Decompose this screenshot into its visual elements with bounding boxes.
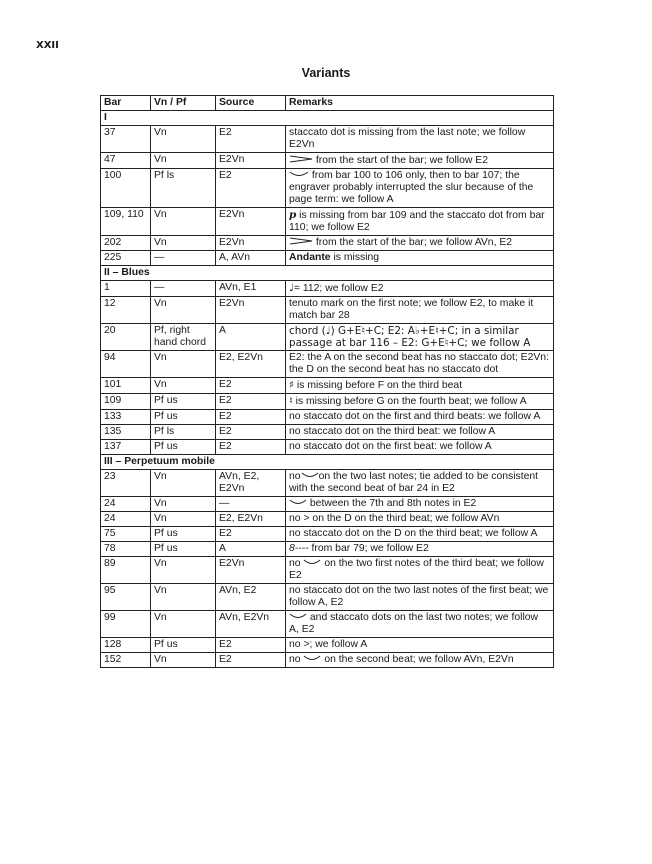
source-cell: — xyxy=(216,497,286,512)
accent-icon: > xyxy=(303,639,310,650)
remarks-cell xyxy=(286,169,554,208)
remarks-text: is missing before F on the third beat xyxy=(296,380,463,391)
tempo-term: Andante xyxy=(289,252,331,263)
page-number: XXII xyxy=(36,40,59,51)
remarks-text: is missing xyxy=(333,252,380,263)
remarks-cell xyxy=(286,324,554,351)
bar-cell: 101 xyxy=(101,378,151,394)
table-row xyxy=(101,251,554,266)
slur-icon xyxy=(289,612,307,623)
remarks-text: ; we follow A xyxy=(309,639,368,650)
table-row xyxy=(101,394,554,410)
table-row xyxy=(101,297,554,324)
bar-cell: 99 xyxy=(101,611,151,638)
bar-cell: 137 xyxy=(101,440,151,455)
ottava-mark: 8---- xyxy=(289,543,309,554)
remarks-text: on the two last notes; tie added to be consistent with the second beat of bar 24 in E2 xyxy=(289,471,539,494)
remarks-cell xyxy=(286,638,554,653)
table-row xyxy=(101,169,554,208)
remarks-cell xyxy=(286,497,554,512)
instrument-cell: Vn xyxy=(151,153,216,169)
table-row xyxy=(101,584,554,611)
section-row xyxy=(101,266,554,281)
instrument-cell: Pf us xyxy=(151,410,216,425)
table-row xyxy=(101,208,554,236)
remarks-cell xyxy=(286,440,554,455)
source-cell: AVn, E2 xyxy=(216,584,286,611)
header-instrument: Vn / Pf xyxy=(151,96,216,111)
remarks-prefix: no xyxy=(289,558,301,569)
remarks-text: between the 7th and 8th notes in E2 xyxy=(309,498,477,509)
remarks-cell xyxy=(286,611,554,638)
remarks-text: staccato dot is missing from the last note; we follow E2Vn xyxy=(289,127,526,150)
table-row xyxy=(101,351,554,378)
section-label: III – Perpetuum mobile xyxy=(101,455,554,470)
bar-cell: 94 xyxy=(101,351,151,378)
remarks-cell xyxy=(286,351,554,378)
crotchet-icon: ♩ xyxy=(289,282,294,294)
remarks-text: no staccato dot on the first and third beats: we follow A xyxy=(289,411,541,422)
instrument-cell: Vn xyxy=(151,236,216,251)
source-cell: E2 xyxy=(216,410,286,425)
bar-cell: 225 xyxy=(101,251,151,266)
bar-cell: 23 xyxy=(101,470,151,497)
remarks-cell xyxy=(286,281,554,297)
bar-cell: 109 xyxy=(101,394,151,410)
source-cell: E2 xyxy=(216,378,286,394)
instrument-cell: Pf us xyxy=(151,440,216,455)
bar-cell: 95 xyxy=(101,584,151,611)
remarks-text: on the D on the third beat; we follow AVn xyxy=(312,513,500,524)
remarks-cell xyxy=(286,653,554,668)
remarks-text: from the start of the bar; we follow E2 xyxy=(315,155,488,166)
table-row xyxy=(101,126,554,153)
table-row xyxy=(101,378,554,394)
remarks-cell xyxy=(286,557,554,584)
source-cell: AVn, E2, E2Vn xyxy=(216,470,286,497)
source-cell: E2 xyxy=(216,394,286,410)
instrument-cell: Vn xyxy=(151,497,216,512)
remarks-cell xyxy=(286,153,554,169)
bar-cell: 135 xyxy=(101,425,151,440)
remarks-text: on the two first notes of the third beat; we follow E2 xyxy=(289,558,544,581)
source-cell: E2 xyxy=(216,126,286,153)
sharp-icon: ♯ xyxy=(289,379,295,391)
remarks-cell xyxy=(286,297,554,324)
instrument-cell: — xyxy=(151,251,216,266)
instrument-cell: Pf us xyxy=(151,527,216,542)
remarks-prefix: no xyxy=(289,639,301,650)
remarks-text: no staccato dot on the third beat: we follow A xyxy=(289,426,496,437)
remarks-text: no staccato dot on the two last notes of the first beat; we follow A, E2 xyxy=(289,585,549,608)
source-cell: A xyxy=(216,542,286,557)
remarks-cell xyxy=(286,236,554,251)
slur-icon xyxy=(289,498,307,509)
remarks-text: and staccato dots on the last two notes; we follow A, E2 xyxy=(289,612,539,635)
source-cell: E2Vn xyxy=(216,236,286,251)
remarks-prefix: no xyxy=(289,513,301,524)
source-cell: E2, E2Vn xyxy=(216,351,286,378)
remarks-cell xyxy=(286,378,554,394)
source-cell: AVn, E1 xyxy=(216,281,286,297)
table-row xyxy=(101,410,554,425)
source-cell: E2 xyxy=(216,440,286,455)
instrument-cell: Vn xyxy=(151,351,216,378)
source-cell: AVn, E2Vn xyxy=(216,611,286,638)
instrument-cell: Vn xyxy=(151,584,216,611)
remarks-cell xyxy=(286,584,554,611)
bar-cell: 47 xyxy=(101,153,151,169)
remarks-cell xyxy=(286,425,554,440)
decrescendo-icon xyxy=(289,237,313,248)
accent-icon: > xyxy=(303,513,310,524)
instrument-cell: Vn xyxy=(151,653,216,668)
decrescendo-icon xyxy=(289,154,313,166)
instrument-cell: Pf us xyxy=(151,638,216,653)
remarks-cell xyxy=(286,512,554,527)
header-bar: Bar xyxy=(101,96,151,111)
source-cell: A, AVn xyxy=(216,251,286,266)
remarks-cell xyxy=(286,542,554,557)
bar-cell: 128 xyxy=(101,638,151,653)
instrument-cell: Vn xyxy=(151,470,216,497)
remarks-text: tenuto mark on the first note; we follow E2, to make it match bar 28 xyxy=(289,298,534,321)
instrument-cell: Vn xyxy=(151,126,216,153)
remarks-cell xyxy=(286,527,554,542)
section-label: II – Blues xyxy=(101,266,554,281)
remarks-text: no staccato dot on the D on the third beat; we follow A xyxy=(289,528,538,539)
instrument-cell: Pf us xyxy=(151,542,216,557)
table-row xyxy=(101,527,554,542)
page-title: Variants xyxy=(301,66,351,80)
slur-icon xyxy=(301,471,319,482)
header-source: Source xyxy=(216,96,286,111)
bar-cell: 37 xyxy=(101,126,151,153)
bar-cell: 1 xyxy=(101,281,151,297)
table-row xyxy=(101,512,554,527)
source-cell: E2Vn xyxy=(216,208,286,236)
natural-icon: ♮ xyxy=(289,395,293,407)
table-row xyxy=(101,542,554,557)
table-header-row xyxy=(101,96,554,111)
source-cell: E2Vn xyxy=(216,153,286,169)
bar-cell: 78 xyxy=(101,542,151,557)
instrument-cell: — xyxy=(151,281,216,297)
instrument-cell: Vn xyxy=(151,611,216,638)
remarks-text: is missing before G on the fourth beat; we follow A xyxy=(295,396,527,407)
source-cell: E2Vn xyxy=(216,557,286,584)
instrument-cell: Pf us xyxy=(151,394,216,410)
table-row xyxy=(101,236,554,251)
table-row xyxy=(101,425,554,440)
bar-cell: 202 xyxy=(101,236,151,251)
table-row xyxy=(101,153,554,169)
remarks-prefix: no xyxy=(289,654,301,665)
remarks-cell xyxy=(286,470,554,497)
instrument-cell: Vn xyxy=(151,378,216,394)
remarks-cell xyxy=(286,126,554,153)
remarks-text: from the start of the bar; we follow AVn, E2 xyxy=(315,237,513,248)
source-cell: A xyxy=(216,324,286,351)
bar-cell: 89 xyxy=(101,557,151,584)
bar-cell: 133 xyxy=(101,410,151,425)
bar-cell: 24 xyxy=(101,497,151,512)
instrument-cell: Vn xyxy=(151,208,216,236)
table-row xyxy=(101,440,554,455)
table-row xyxy=(101,497,554,512)
slur-icon xyxy=(289,170,309,181)
section-row xyxy=(101,455,554,470)
remarks-cell xyxy=(286,394,554,410)
remarks-text: chord (♩) G+E♮+C; E2: A♭+E♮+C; in a similar passage at bar 116 – E2: G+E♮+C; we follow A xyxy=(289,325,531,349)
bar-cell: 152 xyxy=(101,653,151,668)
remarks-text: is missing from bar 109 and the staccato dot from bar 110; we follow E2 xyxy=(289,210,545,233)
table-row xyxy=(101,611,554,638)
instrument-cell: Pf ls xyxy=(151,169,216,208)
source-cell: E2 xyxy=(216,425,286,440)
slur-icon xyxy=(303,654,321,665)
slur-icon xyxy=(303,558,321,569)
instrument-cell: Vn xyxy=(151,557,216,584)
remarks-text: from bar 100 to 106 only, then to bar 107; the engraver probably interrupted the slur because of the page term: we follow A xyxy=(289,170,534,205)
source-cell: E2 xyxy=(216,653,286,668)
table-row xyxy=(101,638,554,653)
remarks-text: E2: the A on the second beat has no staccato dot; E2Vn: the D on the second beat has no staccato dot xyxy=(289,352,549,375)
bar-cell: 75 xyxy=(101,527,151,542)
bar-cell: 109, 110 xyxy=(101,208,151,236)
instrument-cell: Vn xyxy=(151,512,216,527)
source-cell: E2, E2Vn xyxy=(216,512,286,527)
piano-dynamic: p xyxy=(289,209,297,221)
remarks-cell xyxy=(286,208,554,236)
table-row xyxy=(101,324,554,351)
source-cell: E2 xyxy=(216,169,286,208)
instrument-cell: Pf ls xyxy=(151,425,216,440)
header-remarks: Remarks xyxy=(286,96,554,111)
source-cell: E2Vn xyxy=(216,297,286,324)
remarks-text: = 112; we follow E2 xyxy=(293,283,384,294)
remarks-text: no staccato dot on the first beat: we follow A xyxy=(289,441,492,452)
source-cell: E2 xyxy=(216,638,286,653)
section-label: I xyxy=(101,111,554,126)
remarks-text: from bar 79; we follow E2 xyxy=(311,543,429,554)
bar-cell: 100 xyxy=(101,169,151,208)
table-row xyxy=(101,653,554,668)
remarks-cell xyxy=(286,410,554,425)
bar-cell: 24 xyxy=(101,512,151,527)
remarks-cell xyxy=(286,251,554,266)
bar-cell: 20 xyxy=(101,324,151,351)
section-row xyxy=(101,111,554,126)
remarks-text: on the second beat; we follow AVn, E2Vn xyxy=(324,654,514,665)
table-row xyxy=(101,470,554,497)
instrument-cell: Vn xyxy=(151,297,216,324)
table-row xyxy=(101,281,554,297)
table-row xyxy=(101,557,554,584)
bar-cell: 12 xyxy=(101,297,151,324)
instrument-cell: Pf, right hand chord xyxy=(151,324,216,351)
remarks-prefix: no xyxy=(289,471,301,482)
variants-table xyxy=(100,95,554,668)
source-cell: E2 xyxy=(216,527,286,542)
